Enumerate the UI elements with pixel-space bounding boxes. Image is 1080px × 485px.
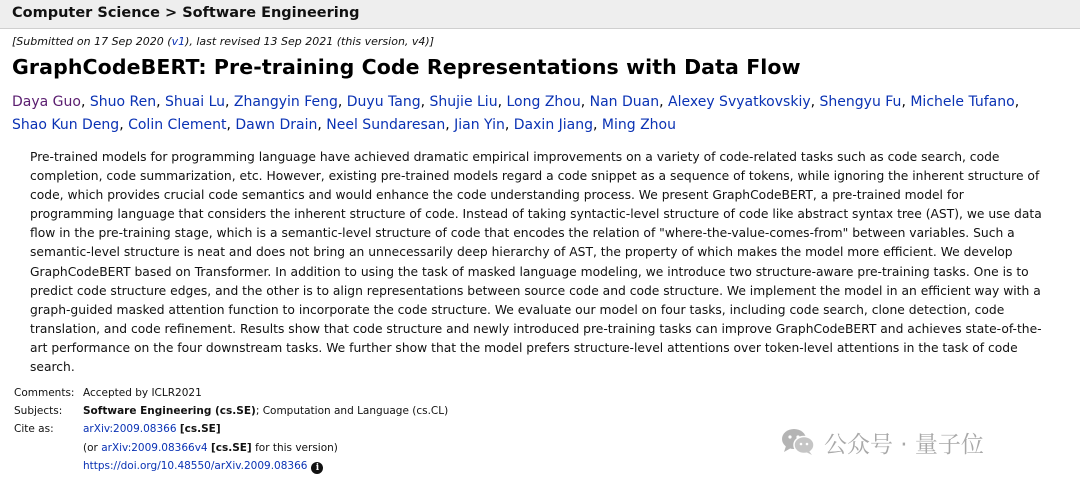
watermark xyxy=(780,425,984,459)
cite-value xyxy=(83,420,448,438)
version-suffix: for this version) xyxy=(251,441,338,454)
author-link[interactable]: Dawn Drain xyxy=(235,117,318,133)
author-link[interactable]: Daya Guo xyxy=(12,94,81,110)
version-category: [cs.SE] xyxy=(210,441,252,454)
author-list xyxy=(12,91,1076,137)
version-label-empty xyxy=(14,439,83,457)
submitted-prefix: [Submitted on 17 Sep 2020 ( xyxy=(12,35,172,48)
author-separator: , xyxy=(420,94,430,110)
version-prefix: (or xyxy=(83,441,102,454)
metadata-table xyxy=(14,384,448,475)
header-bar xyxy=(0,0,1080,29)
author-link[interactable]: Long Zhou xyxy=(506,94,581,110)
comments-value: Accepted by ICLR2021 xyxy=(83,387,202,399)
author-separator: , xyxy=(80,94,90,110)
submitted-suffix: ), last revised 13 Sep 2021 (this version, v4)] xyxy=(185,35,434,48)
paper-title: GraphCodeBERT: Pre-training Code Representations with Data Flow xyxy=(12,55,801,79)
v1-link[interactable]: v1 xyxy=(171,35,186,48)
author-separator: , xyxy=(156,94,166,110)
author-separator: , xyxy=(226,117,236,133)
author-separator: , xyxy=(659,94,669,110)
author-separator: , xyxy=(317,117,327,133)
author-link[interactable]: Zhangyin Feng xyxy=(233,94,338,110)
doi-value xyxy=(83,457,448,475)
version-row xyxy=(14,439,448,457)
author-separator: , xyxy=(337,94,347,110)
watermark-text: 公众号 · 量子位 xyxy=(824,431,984,458)
author-link[interactable]: Shuai Lu xyxy=(165,94,225,110)
doi-row xyxy=(14,457,448,475)
secondary-subjects: ; Computation and Language (cs.CL) xyxy=(255,405,449,418)
author-link[interactable]: Colin Clement xyxy=(128,117,227,133)
author-link[interactable]: Shuo Ren xyxy=(89,94,157,110)
cite-row xyxy=(14,420,448,438)
author-separator: , xyxy=(119,117,129,133)
author-separator: , xyxy=(1014,94,1020,110)
subjects-value xyxy=(83,402,448,420)
version-id-link[interactable]: arXiv:2009.08366v4 xyxy=(101,441,208,454)
author-link[interactable]: Duyu Tang xyxy=(346,94,421,110)
author-link[interactable]: Michele Tufano xyxy=(910,94,1015,110)
comments-label: Comments: xyxy=(14,387,75,399)
wechat-icon xyxy=(780,427,816,457)
version-value xyxy=(83,439,448,457)
author-separator: , xyxy=(225,94,234,110)
doi-link[interactable]: https://doi.org/10.48550/arXiv.2009.08366 xyxy=(83,459,308,472)
arxiv-id-link[interactable]: arXiv:2009.08366 xyxy=(83,423,177,436)
author-link[interactable]: Jian Yin xyxy=(454,117,505,133)
comments-row xyxy=(14,384,448,402)
cite-label: Cite as: xyxy=(14,423,54,436)
author-link[interactable]: Alexey Svyatkovskiy xyxy=(668,94,811,110)
author-separator: , xyxy=(497,94,507,110)
submission-history xyxy=(12,35,434,48)
cite-category: [cs.SE] xyxy=(179,423,221,436)
author-link[interactable]: Daxin Jiang xyxy=(513,117,593,133)
author-link[interactable]: Nan Duan xyxy=(589,94,660,110)
author-link[interactable]: Shengyu Fu xyxy=(819,94,902,110)
abstract: Pre-trained models for programming language have achieved dramatic empirical improvements on a variety of code-related tasks such as code search, code completion, code summarization, etc. However, existing pre-trained models regard a code snippet as a sequence of tokens, while ignoring the inherent structure of code, which provides crucial code semantics and would enhance the code understanding process. We present GraphCodeBERT, a pre-trained model for programming language that considers the inherent structure of code. Instead of taking syntactic-level structure of code like abstract syntax tree (AST), we use data flow in the pre-training stage, which is a semantic-level structure of code that encodes the relation of "where-the-value-comes-from" between variables. Such a semantic-level structure is neat and does not bring an unnecessarily deep hierarchy of AST, the property of which makes the model more efficient. We develop GraphCodeBERT based on Transformer. In addition to using the task of masked language modeling, we introduce two structure-aware pre-training tasks. One is to predict code structure edges, and the other is to align representations between source code and code structure. We implement the model in an efficient way with a graph-guided masked attention function to incorporate the code structure. We evaluate our model on four tasks, including code search, clone detection, code translation, and code refinement. Results show that code structure and newly introduced pre-training tasks can improve GraphCodeBERT and achieves state-of-the-art performance on the four downstream tasks. We further show that the model prefers structure-level attentions over token-level attentions in the task of code search. xyxy=(30,150,1042,375)
author-link[interactable]: Shujie Liu xyxy=(429,94,498,110)
author-separator: , xyxy=(810,94,820,110)
info-icon[interactable]: i xyxy=(311,462,323,474)
author-link[interactable]: Shao Kun Deng xyxy=(12,117,120,133)
author-link[interactable]: Ming Zhou xyxy=(601,117,676,133)
subjects-row xyxy=(14,402,448,420)
author-separator: , xyxy=(504,117,514,133)
author-separator: , xyxy=(593,117,602,133)
author-separator: , xyxy=(580,94,590,110)
subjects-label: Subjects: xyxy=(14,405,63,418)
breadcrumb[interactable]: Computer Science > Software Engineering xyxy=(12,5,360,21)
author-separator: , xyxy=(445,117,455,133)
doi-label-empty xyxy=(14,457,83,475)
author-link[interactable]: Neel Sundaresan xyxy=(326,117,446,133)
primary-subject: Software Engineering (cs.SE) xyxy=(83,405,256,418)
author-separator: , xyxy=(901,94,911,110)
